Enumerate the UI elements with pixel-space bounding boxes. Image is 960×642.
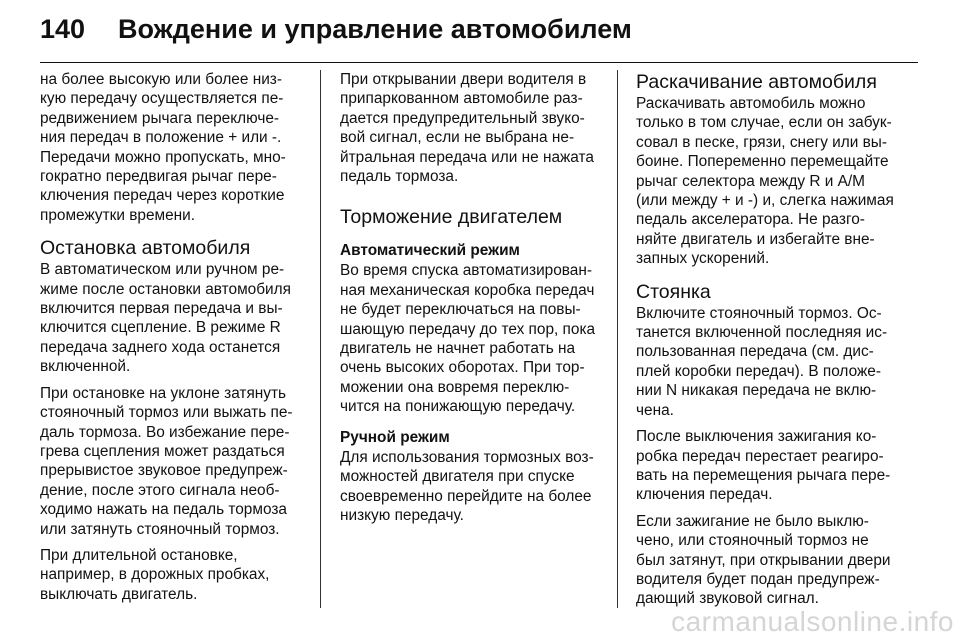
text-line: водителя будет подан предупреж-: [636, 570, 880, 588]
text-line: дающий звуковой сигнал.: [636, 590, 819, 608]
text-line: педаль акселератора. Не разго-: [636, 211, 865, 229]
text-line: Раскачивать автомобиль можно: [636, 95, 866, 112]
text-line: ния передач в положение + или -.: [40, 129, 282, 147]
text-line: боине. Попеременно перемещайте: [636, 153, 889, 171]
header-rule: [40, 62, 918, 63]
text-line: редвижением рычага переключе-: [40, 109, 280, 127]
text-line: При длительной остановке,: [40, 546, 238, 564]
text-line: вать на перемещения рычага пере-: [636, 466, 891, 484]
text-line: включенной.: [40, 358, 131, 376]
text-line: робка передач перестает реагиро-: [636, 447, 884, 465]
text-line: Если зажигание не было выклю-: [636, 512, 869, 530]
text-line: например, в дорожных пробках,: [40, 566, 270, 584]
text-line: даль тормоза. Во избежание пере-: [40, 423, 290, 441]
text-line: не будет переключаться на повы-: [340, 301, 581, 319]
text-line: можении она вовремя переклю-: [340, 378, 570, 396]
text-line: припаркованном автомобиле раз-: [340, 90, 583, 108]
text-line: йтральная передача или не нажата: [340, 148, 594, 166]
paragraph: [340, 448, 610, 526]
column-3: [636, 70, 908, 616]
page-header: [40, 2, 632, 56]
text-line: ключения передач через короткие: [40, 187, 285, 205]
text-line: или затянуть стояночный тормоз.: [40, 520, 280, 538]
text-line: Включите стояночный тормоз. Ос-: [636, 304, 882, 322]
text-line: грева сцепления может раздаться: [40, 442, 285, 460]
text-line: стояночный тормоз или выжать пе-: [40, 404, 293, 422]
subheading-manual-mode: Ручной режим: [340, 428, 450, 446]
text-line: чена.: [636, 401, 674, 419]
paragraph: [636, 304, 908, 420]
text-line: запных ускорений.: [636, 250, 770, 268]
column-1: [40, 70, 310, 611]
page-number: 140: [40, 13, 86, 44]
text-line: прерывистое звуковое предупреж-: [40, 462, 288, 480]
text-line: Передачи можно пропускать, мно-: [40, 148, 286, 166]
text-line: передача заднего хода останется: [40, 338, 281, 356]
paragraph: [40, 70, 310, 225]
section-heading-engine-braking: Торможение двигателем: [340, 206, 563, 229]
text-line: своевременно перейдите на более: [340, 487, 592, 505]
text-line: чено, или стояночный тормоз не: [636, 532, 869, 550]
watermark: carmanualsonline.info: [671, 606, 954, 637]
text-line: педаль тормоза.: [340, 168, 459, 186]
subheading-auto-mode: Автоматический режим: [340, 242, 520, 260]
text-line: кую передачу осуществляется пе-: [40, 90, 284, 108]
text-line: Для использования тормозных воз-: [340, 448, 594, 466]
text-line: гократно передвигая рычаг пере-: [40, 168, 277, 186]
text-line: только в том случае, если он забук-: [636, 114, 892, 132]
text-line: В автоматическом или ручном ре-: [40, 261, 285, 279]
text-line: включится первая передача и вы-: [40, 300, 283, 318]
text-line: шающую передачу до тех пор, пока: [340, 320, 596, 338]
column-2: [340, 70, 610, 532]
paragraph: [40, 260, 310, 376]
text-line: рычаг селектора между R и A/M: [636, 172, 865, 190]
text-line: двигатель не начнет работать на: [340, 340, 576, 358]
text-line: чится на понижающую передачу.: [340, 398, 576, 416]
text-line: ная механическая коробка передач: [340, 281, 595, 299]
text-line: няйте двигатель и избегайте вне-: [636, 230, 875, 248]
paragraph: [636, 512, 908, 609]
text-line: дается предупредительный звуко-: [340, 109, 585, 127]
text-line: промежутки времени.: [40, 206, 196, 224]
text-line: очень высоких оборотах. При тор-: [340, 359, 585, 377]
paragraph: [340, 70, 610, 186]
text-line: При открывании двери водителя в: [340, 71, 587, 88]
text-line: совал в песке, грязи, снегу или вы-: [636, 133, 887, 151]
paragraph: [340, 261, 610, 416]
text-line: был затянут, при открывании двери: [636, 551, 891, 569]
paragraph: [40, 384, 310, 539]
section-heading-stop: Остановка автомобиля: [40, 237, 251, 260]
text-line: пользованная передача (см. дис-: [636, 343, 874, 361]
text-line: жиме после остановки автомобиля: [40, 280, 291, 298]
paragraph: [636, 94, 908, 269]
text-line: вой сигнал, если не выбрана не-: [340, 129, 575, 147]
chapter-title: Вождение и управление автомобилем: [118, 13, 632, 44]
section-heading-rocking: Раскачивание автомобиля: [636, 71, 877, 93]
text-line: танется включенной последняя ис-: [636, 324, 888, 342]
text-line: нии N никакая передача не вклю-: [636, 382, 877, 400]
paragraph: [40, 546, 310, 604]
text-line: Во время спуска автоматизирован-: [340, 262, 592, 280]
text-line: можностей двигателя при спуске: [340, 468, 575, 486]
column-divider: [320, 70, 321, 608]
text-line: ключения передач.: [636, 486, 773, 504]
text-line: ключится сцепление. В режиме R: [40, 319, 281, 337]
text-line: на более высокую или более низ-: [40, 71, 282, 88]
text-line: После выключения зажигания ко-: [636, 428, 877, 446]
column-divider: [617, 70, 618, 608]
section-heading-parking: Стоянка: [636, 280, 711, 303]
text-line: плей коробки передач). В положе-: [636, 362, 881, 380]
text-line: выключать двигатель.: [40, 585, 198, 603]
text-line: (или между + и -) и, слегка нажимая: [636, 192, 894, 210]
text-line: ходимо нажать на педаль тормоза: [40, 501, 287, 519]
text-line: низкую передачу.: [340, 506, 464, 524]
text-line: дение, после этого сигнала необ-: [40, 481, 280, 499]
paragraph: [636, 427, 908, 505]
text-line: При остановке на уклоне затянуть: [40, 384, 287, 402]
